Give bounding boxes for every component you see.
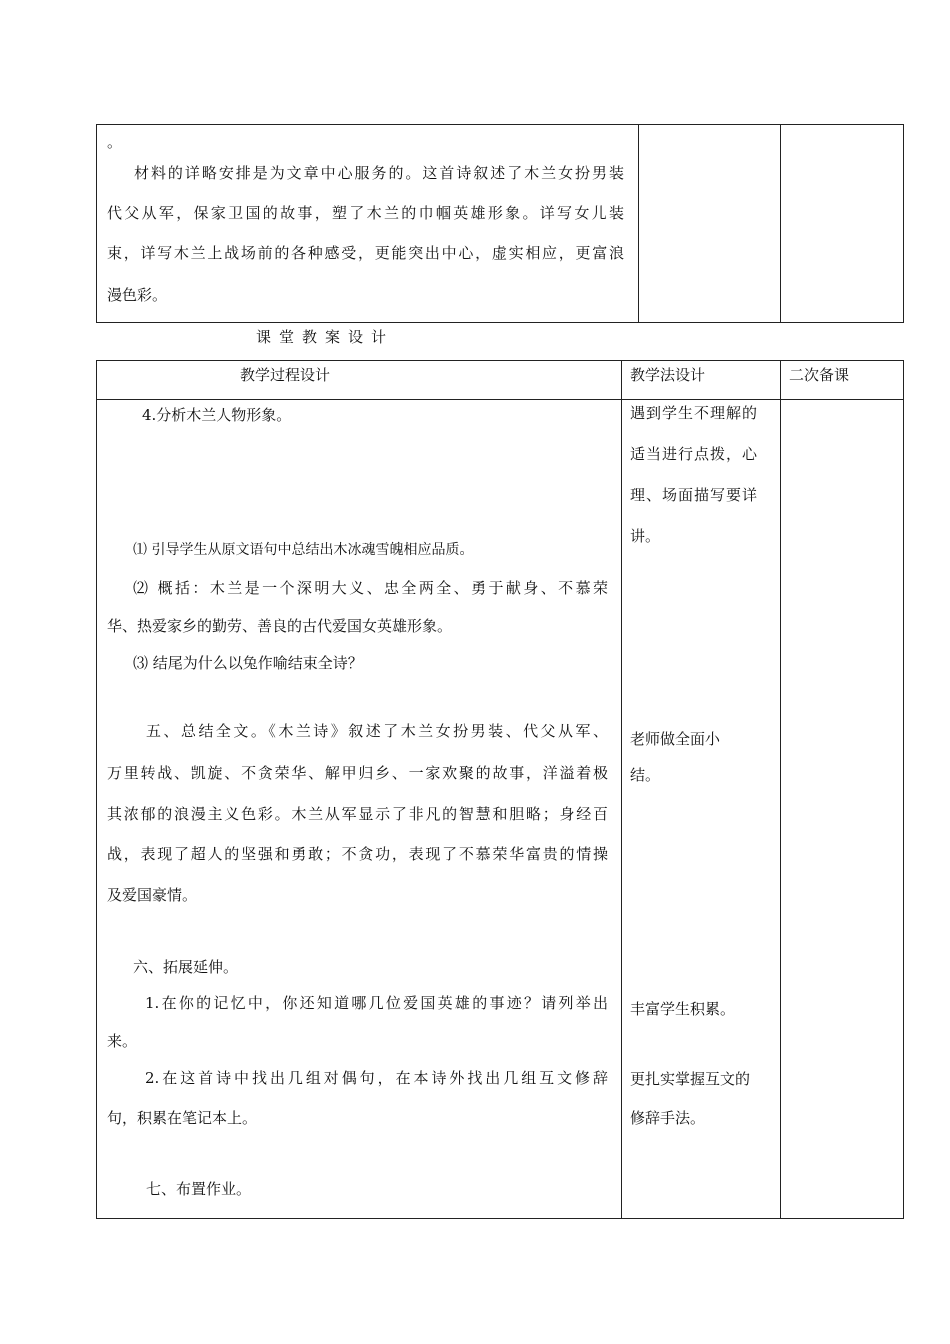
method-line: 适当进行点拨，心 <box>630 445 759 463</box>
process-line: 4.分析木兰人物形象。 <box>142 406 292 424</box>
method-line: 更扎实掌握互文的 <box>630 1070 751 1088</box>
section-title: 课堂教案设计 <box>256 328 395 346</box>
top-text-line: 。 <box>107 133 123 151</box>
top-table-divider-1 <box>638 125 639 322</box>
method-line: 讲。 <box>630 527 661 545</box>
process-line: 及爱国豪情。 <box>107 886 198 904</box>
process-line: ⑴ 引导学生从原文语句中总结出木冰魂雪魄相应品质。 <box>133 542 474 558</box>
top-text-line: 漫色彩。 <box>107 286 168 304</box>
header-method: 教学法设计 <box>630 366 706 384</box>
method-line: 理、场面描写要详 <box>630 486 759 504</box>
process-line: 华、热爱家乡的勤劳、善良的古代爱国女英雄形象。 <box>107 617 453 635</box>
process-line: ⑵ 概括：木兰是一个深明大义、忠全两全、勇于献身、不慕荣 <box>133 579 608 597</box>
method-line: 丰富学生积累。 <box>630 1000 736 1018</box>
process-line: 六、拓展延伸。 <box>133 958 239 976</box>
top-text-line: 束，详写木兰上战场前的各种感受，更能突出中心，虚实相应，更富浪 <box>107 244 624 262</box>
process-line: 2.在这首诗中找出几组对偶句，在本诗外找出几组互文修辞 <box>145 1069 608 1087</box>
method-line: 修辞手法。 <box>630 1109 706 1127</box>
process-line: ⑶ 结尾为什么以兔作喻结束全诗？ <box>133 654 363 672</box>
process-line: 1.在你的记忆中，你还知道哪几位爱国英雄的事迹？请列举出 <box>145 994 608 1012</box>
process-line: 句，积累在笔记本上。 <box>107 1109 258 1127</box>
method-line: 老师做全面小 <box>630 730 721 748</box>
header-process: 教学过程设计 <box>240 366 331 384</box>
top-table <box>96 124 904 323</box>
header-second-prep: 二次备课 <box>789 366 850 384</box>
lesson-table-divider-1 <box>621 361 622 1218</box>
method-line: 结。 <box>630 766 661 784</box>
process-line: 万里转战、凯旋、不贪荣华、解甲归乡、一家欢聚的故事，洋溢着极 <box>107 764 608 782</box>
lesson-table-divider-2 <box>780 361 781 1218</box>
lesson-table-header-rule <box>97 399 903 400</box>
process-line: 其浓郁的浪漫主义色彩。木兰从军显示了非凡的智慧和胆略；身经百 <box>107 805 608 823</box>
top-text-line: 代父从军，保家卫国的故事，塑了木兰的巾帼英雄形象。详写女儿装 <box>107 204 624 222</box>
process-line: 五、总结全文。《木兰诗》叙述了木兰女扮男装、代父从军、 <box>146 722 608 740</box>
method-line: 遇到学生不理解的 <box>630 404 759 422</box>
process-line: 战，表现了超人的坚强和勇敢；不贪功，表现了不慕荣华富贵的情操 <box>107 845 608 863</box>
lesson-table <box>96 360 904 1219</box>
top-table-divider-2 <box>780 125 781 322</box>
process-line: 七、布置作业。 <box>146 1180 252 1198</box>
process-line: 来。 <box>107 1032 138 1050</box>
top-text-line: 材料的详略安排是为文章中心服务的。这首诗叙述了木兰女扮男装 <box>134 164 624 182</box>
